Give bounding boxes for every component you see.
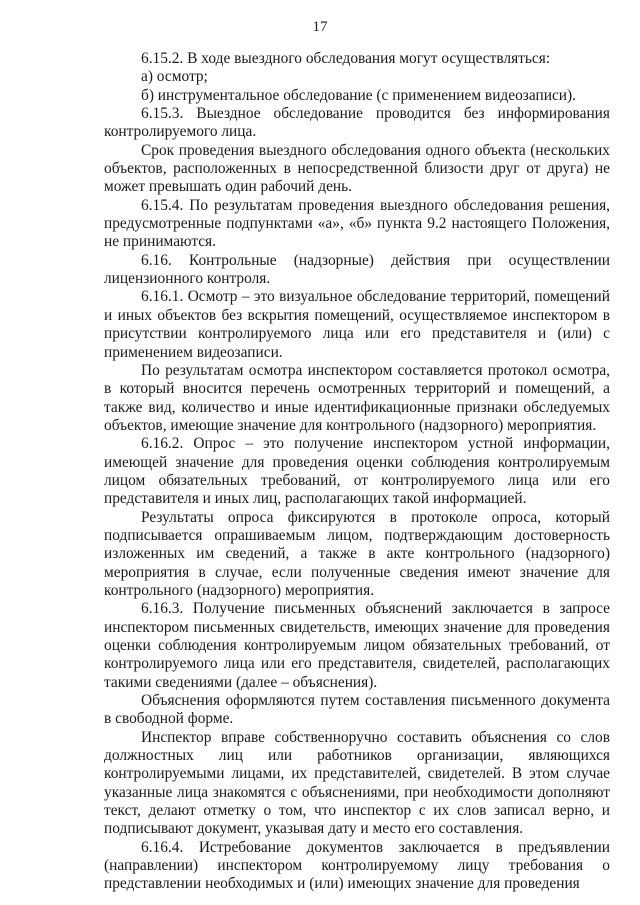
paragraph-inspector-rights: Инспектор вправе собственноручно составить объяснения со слов должностных лиц или работников организации, являющихся контролируемыми лицами, их представителей, свидетелей. В этом случае указанные лица знакомятся с объяснениями, при необходимости дополняют текст, делают отметку о том, что инспектор с их слов записал верно, и подписывают документ, указывая дату и место его составления. (104, 728, 610, 838)
paragraph-6-16-4: 6.16.4. Истребование документов заключается в предъявлении (направлении) инспектором контролируемому лицу требования о представлении необходимых и (или) имеющих значение для проведения (104, 838, 610, 893)
paragraph-6-16-3: 6.16.3. Получение письменных объяснений заключается в запросе инспектором письменных свидетельств, имеющих значение для проведения оценки соблюдения контролируемым лицом обязательных требований, от контролируемого лица или его представителя, свидетелей, располагающих такими сведениями (далее – объяснения). (104, 600, 610, 691)
paragraph-survey-results: Результаты опроса фиксируются в протоколе опроса, который подписывается опрашиваемым лицом, подтверждающим достоверность изложенных им сведений, а также в акте контрольного (надзорного) мероприятия в случае, если полученные сведения имеют значение для контрольного (надзорного) мероприятия. (104, 508, 610, 599)
paragraph-inspection-protocol: По результатам осмотра инспектором составляется протокол осмотра, в который вносится перечень осмотренных территорий и помещений, а также вид, количество и иные идентификационные признаки обследуемых объектов, имеющие значение для контрольного (надзорного) мероприятия. (104, 361, 610, 434)
paragraph-6-16-2: 6.16.2. Опрос – это получение инспектором устной информации, имеющей значение для проведения оценки соблюдения контролируемым лицом обязательных требований, от контролируемого лица или его представителя и иных лиц, располагающих такой информацией. (104, 435, 610, 508)
page-number: 17 (312, 19, 328, 35)
paragraph-6-16-1: 6.16.1. Осмотр – это визуальное обследование территорий, помещений и иных объектов без вскрытия помещений, осуществляемое инспектором в присутствии контролируемого лица или его представителя и (или) с применением видеозаписи. (104, 288, 610, 361)
document-body (104, 50, 610, 894)
paragraph-explanations-form: Объяснения оформляются путем составления письменного документа в свободной форме. (104, 692, 610, 728)
list-item-a: а) осмотр; (141, 68, 208, 86)
paragraph-6-15-3: 6.15.3. Выездное обследование проводится без информирования контролируемого лица. (104, 105, 610, 141)
paragraph-6-16: 6.16. Контрольные (надзорные) действия при осуществлении лицензионного контроля. (104, 251, 610, 288)
paragraph-6-15-4: 6.15.4. По результатам проведения выездного обследования решения, предусмотренные подпунктами «а», «б» пункта 9.2 настоящего Положения, не принимаются. (104, 196, 610, 251)
paragraph-inspection-term: Срок проведения выездного обследования одного объекта (нескольких объектов, расположенных в непосредственной близости друг от друга) не может превышать один рабочий день. (104, 141, 610, 196)
list-item-b: б) инструментальное обследование (с применением видеозаписи). (141, 86, 577, 104)
paragraph-6-15-2: 6.15.2. В ходе выездного обследования могут осуществляться: (141, 50, 551, 67)
